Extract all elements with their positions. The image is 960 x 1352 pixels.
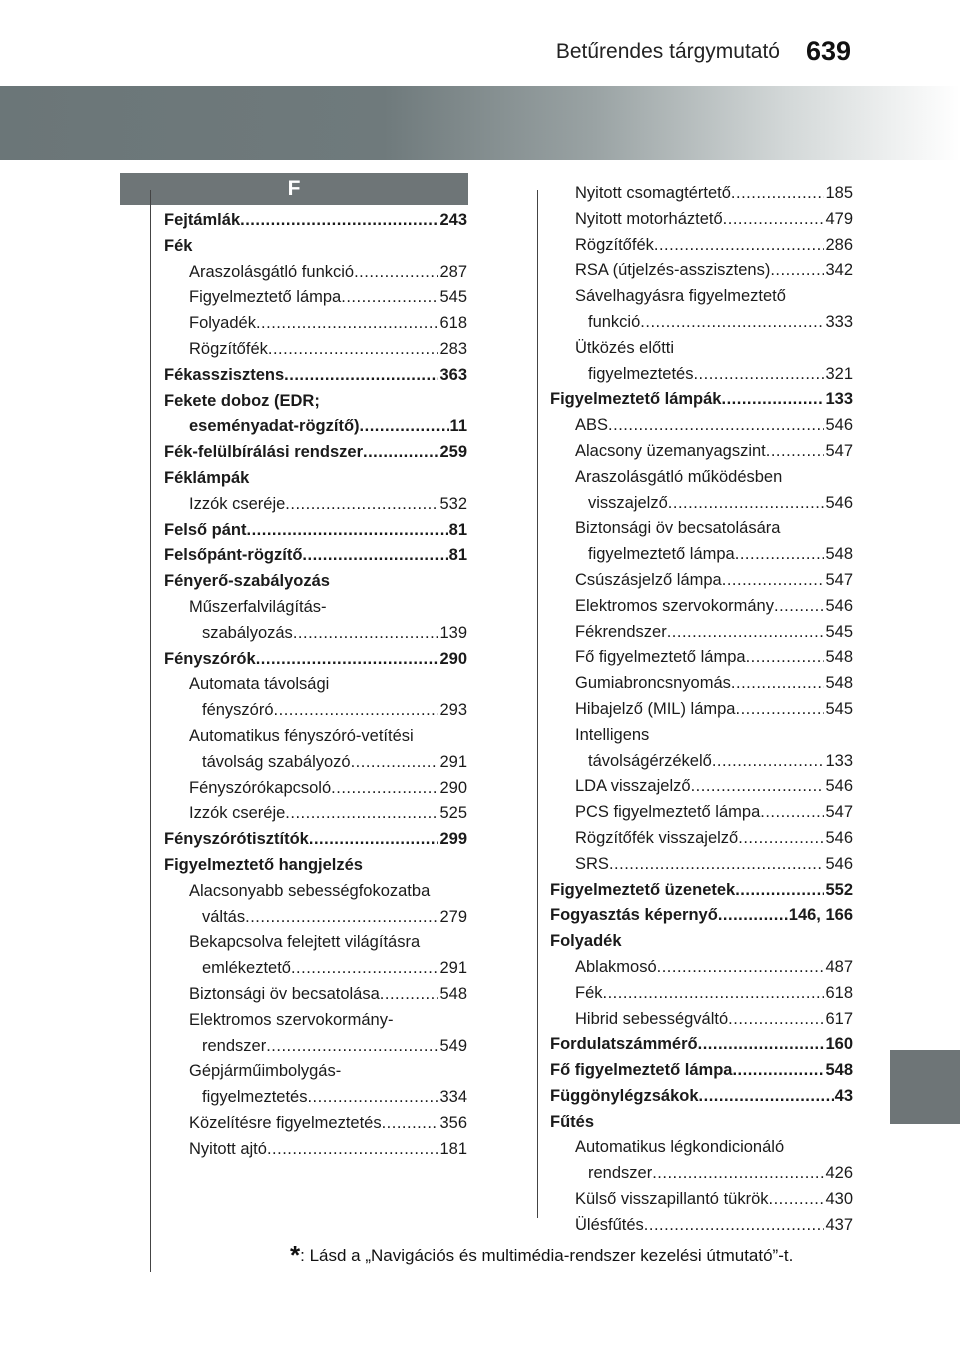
index-entry-text: Hibrid sebességváltó (575, 1009, 729, 1028)
index-entry-sub (164, 621, 467, 647)
index-entry-main (164, 208, 467, 234)
index-entry-text: Folyadék (550, 932, 622, 951)
index-entry-main (164, 389, 467, 415)
index-entry-page: 545 (439, 288, 467, 307)
dot-leader (654, 233, 825, 259)
index-entry-main (164, 440, 467, 466)
index-entry-main (164, 569, 467, 595)
index-entry-sub (550, 362, 853, 388)
index-entry-page: 287 (439, 262, 467, 281)
index-entry-text: Nyitott ajtó (189, 1139, 267, 1158)
index-entry-page: 334 (439, 1088, 467, 1107)
index-entry-page: 290 (439, 649, 467, 668)
index-entry-sub (550, 310, 853, 336)
index-entry-main (164, 647, 467, 673)
index-entry-sub (164, 982, 467, 1008)
index-entry-page: 547 (825, 441, 853, 460)
index-entry-sub (164, 311, 467, 337)
index-entry-text: Fényszórók (164, 649, 256, 668)
index-entry-text: szabályozás (202, 623, 293, 642)
index-entry-sub (164, 750, 467, 776)
index-entry-text: Fék (575, 983, 603, 1002)
index-entry-page: 321 (825, 364, 853, 383)
index-entry-main (164, 466, 467, 492)
dot-leader (738, 826, 824, 852)
index-entry-page: 181 (439, 1139, 467, 1158)
index-entry-main (550, 387, 853, 413)
index-entry-sub (550, 800, 853, 826)
index-entry-main (164, 234, 467, 260)
index-entry-page: 525 (439, 804, 467, 823)
index-entry-page: 290 (439, 778, 467, 797)
index-entry-text: Fordulatszámmérő (550, 1035, 698, 1054)
index-entry-page: 546 (825, 416, 853, 435)
index-entry-text: Biztonsági öv becsatolására (575, 519, 781, 538)
footnote (290, 1240, 860, 1271)
index-entry-main (550, 1032, 853, 1058)
dot-leader (608, 413, 824, 439)
index-entry-sub (550, 491, 853, 517)
index-entry-text: Ülésfűtés (575, 1215, 644, 1234)
index-entry-text: emlékeztető (202, 959, 291, 978)
dot-leader (644, 1213, 825, 1239)
index-entry-text: Fekete doboz (EDR; (164, 391, 320, 410)
dot-leader (267, 1137, 439, 1163)
index-entry-sub (550, 774, 853, 800)
index-entry-text: Fék-felülbírálási rendszer (164, 443, 363, 462)
index-entry-page: 160 (825, 1035, 853, 1054)
dot-leader (382, 1111, 439, 1137)
dot-leader (699, 1084, 834, 1110)
page-number: 639 (806, 36, 852, 66)
index-entry-sub (164, 492, 467, 518)
index-entry-main (164, 853, 467, 879)
index-entry-text: Rögzítőfék (575, 235, 654, 254)
dot-leader (302, 543, 447, 569)
index-entry-sub (550, 955, 853, 981)
index-entry-page: 291 (439, 959, 467, 978)
index-entry-page: 618 (825, 983, 853, 1002)
index-entry-page: 333 (825, 312, 853, 331)
index-entry-page: 133 (825, 390, 853, 409)
index-entry-text: váltás (202, 907, 246, 926)
index-entry-text: Külső visszapillantó tükrök (575, 1190, 769, 1209)
index-entry-main (164, 827, 467, 853)
index-entry-sub (550, 181, 853, 207)
index-entry-sub (164, 1008, 467, 1034)
index-entry-sub (550, 645, 853, 671)
footnote-text: : Lásd a „Navigációs és multimédia-rendszer kezelési útmutató”-t. (300, 1246, 794, 1265)
index-entry-sub (550, 723, 853, 749)
index-entry-text: eseményadat-rögzítő) (189, 417, 360, 436)
dot-leader (247, 518, 448, 544)
index-entry-text: Fék (164, 236, 193, 255)
index-entry-main (550, 878, 853, 904)
index-entry-sub (164, 672, 467, 698)
dot-leader (307, 1085, 438, 1111)
index-entry-page: 81 (448, 520, 467, 539)
dot-leader (735, 697, 824, 723)
index-entry-text: Gépjárműimbolygás- (189, 1062, 342, 1081)
index-column-left (164, 208, 467, 1162)
index-entry-page: 283 (439, 339, 467, 358)
index-entry-sub (164, 1111, 467, 1137)
index-entry-page: 279 (439, 907, 467, 926)
index-entry-sub (550, 568, 853, 594)
index-entry-text: Fő figyelmeztető lámpa (550, 1061, 733, 1080)
dot-leader (274, 698, 439, 724)
index-entry-page: 139 (439, 623, 467, 642)
dot-leader (766, 439, 825, 465)
index-entry-page: 286 (825, 235, 853, 254)
index-entry-page: 548 (439, 984, 467, 1003)
index-entry-page: 81 (448, 546, 467, 565)
index-entry-sub (550, 620, 853, 646)
index-entry-text: Műszerfalvilágítás- (189, 597, 327, 616)
index-entry-text: LDA visszajelző (575, 777, 691, 796)
index-entry-text: Automatikus fényszóró-vetítési (189, 726, 414, 745)
index-entry-main (164, 518, 467, 544)
index-entry-page: 547 (825, 570, 853, 589)
dot-leader (712, 749, 825, 775)
dot-leader (245, 905, 438, 931)
index-entry-sub (550, 1135, 853, 1161)
dot-leader (693, 362, 824, 388)
dot-leader (256, 311, 439, 337)
left-divider-line (150, 190, 151, 1272)
index-entry-sub (164, 595, 467, 621)
dot-leader (731, 181, 825, 207)
index-entry-text: Figyelmeztető lámpák (550, 390, 722, 409)
dot-leader (363, 440, 438, 466)
dot-leader (732, 1058, 824, 1084)
index-entry-text: Biztonsági öv becsatolása (189, 984, 380, 1003)
index-entry-page: 487 (825, 957, 853, 976)
index-entry-sub (164, 905, 467, 931)
index-entry-text: Folyadék (189, 314, 256, 333)
dot-leader (774, 594, 824, 620)
dot-leader (735, 878, 824, 904)
index-entry-sub (164, 337, 467, 363)
index-entry-page: 133 (825, 751, 853, 770)
index-entry-text: Fékasszisztens (164, 365, 285, 384)
index-entry-page: 617 (825, 1009, 853, 1028)
dot-leader (770, 258, 824, 284)
dot-leader (718, 903, 788, 929)
index-entry-page: 546 (825, 596, 853, 615)
index-entry-page: 437 (825, 1215, 853, 1234)
index-entry-main (550, 1058, 853, 1084)
index-entry-main (550, 1084, 853, 1110)
index-entry-main (550, 1110, 853, 1136)
index-entry-text: Hibajelző (MIL) lámpa (575, 699, 736, 718)
index-entry-page: 547 (825, 803, 853, 822)
index-entry-sub (550, 413, 853, 439)
index-entry-page: 363 (439, 365, 467, 384)
index-entry-main (550, 903, 853, 929)
dot-leader (640, 310, 824, 336)
index-entry-page: 545 (825, 622, 853, 641)
index-entry-sub (550, 594, 853, 620)
index-entry-sub (164, 285, 467, 311)
index-entry-page: 546 (825, 493, 853, 512)
index-entry-text: Csúszásjelző lámpa (575, 570, 722, 589)
index-entry-page: 546 (825, 854, 853, 873)
index-entry-text: Automata távolsági (189, 675, 330, 694)
index-entry-page: 356 (439, 1113, 467, 1132)
index-entry-text: Sávelhagyásra figyelmeztető (575, 287, 786, 306)
index-entry-text: rendszer (202, 1036, 267, 1055)
index-entry-text: PCS figyelmeztető lámpa (575, 803, 761, 822)
index-entry-sub (550, 1213, 853, 1239)
index-entry-sub (164, 724, 467, 750)
dot-leader (291, 956, 439, 982)
index-entry-page: 43 (834, 1086, 853, 1105)
index-entry-page: 545 (825, 699, 853, 718)
index-entry-text: figyelmeztető lámpa (588, 545, 735, 564)
index-entry-sub (550, 697, 853, 723)
index-entry-text: funkció (588, 312, 641, 331)
index-entry-main (164, 363, 467, 389)
index-entry-page: 299 (439, 830, 467, 849)
index-entry-text: távolság szabályozó (202, 752, 351, 771)
index-entry-sub (550, 465, 853, 491)
index-entry-text: Fő figyelmeztető lámpa (575, 648, 746, 667)
index-entry-sub (550, 1007, 853, 1033)
dot-leader (691, 774, 825, 800)
index-entry-text: ABS (575, 416, 609, 435)
index-entry-page: 11 (449, 417, 467, 436)
index-entry-page: 479 (825, 209, 853, 228)
index-entry-page: 546 (825, 828, 853, 847)
dot-leader (380, 982, 439, 1008)
dot-leader (746, 645, 825, 671)
index-entry-sub (550, 233, 853, 259)
index-entry-text: Fűtés (550, 1112, 595, 1131)
index-entry-text: Intelligens (575, 725, 650, 744)
index-entry-text: figyelmeztetés (202, 1088, 308, 1107)
index-entry-text: SRS (575, 854, 609, 873)
index-entry-sub (550, 981, 853, 1007)
index-entry-main (164, 414, 467, 440)
index-entry-sub (164, 1034, 467, 1060)
center-divider-line (537, 190, 538, 1218)
dot-leader (341, 285, 438, 311)
index-entry-text: Nyitott csomagtértető (575, 184, 731, 202)
dot-leader (723, 207, 825, 233)
index-entry-sub (550, 258, 853, 284)
dot-leader (735, 542, 825, 568)
index-entry-text: RSA (útjelzés-asszisztens) (575, 261, 771, 280)
dot-leader (284, 363, 438, 389)
dot-leader (285, 492, 438, 518)
index-column-right (550, 181, 853, 1239)
index-entry-text: Fényszórókapcsoló (189, 778, 332, 797)
dot-leader (769, 1187, 825, 1213)
index-entry-page: 293 (439, 701, 467, 720)
index-entry-text: Felsőpánt-rögzítő (164, 546, 303, 565)
index-entry-page: 618 (439, 314, 467, 333)
dot-leader (266, 1034, 438, 1060)
page-header-title: Betűrendes tárgymutató (555, 40, 780, 63)
dot-leader (240, 208, 438, 234)
dot-leader (657, 955, 825, 981)
index-entry-text: figyelmeztetés (588, 364, 694, 383)
section-letter-band: F (120, 173, 468, 205)
index-entry-text: Elektromos szervokormány- (189, 1010, 394, 1029)
index-entry-sub (550, 671, 853, 697)
index-entry-page: 185 (825, 184, 853, 202)
index-entry-sub (550, 542, 853, 568)
index-entry-text: távolságérzékelő (588, 751, 712, 770)
index-entry-sub (164, 879, 467, 905)
index-entry-text: Nyitott motorháztető (575, 209, 723, 228)
index-entry-page: 548 (825, 1061, 853, 1080)
index-entry-sub (550, 749, 853, 775)
index-entry-sub (550, 336, 853, 362)
index-entry-sub (550, 207, 853, 233)
index-entry-text: Rögzítőfék (189, 339, 268, 358)
index-entry-text: Figyelmeztető lámpa (189, 288, 342, 307)
index-entry-page: 548 (825, 648, 853, 667)
index-entry-sub (550, 1187, 853, 1213)
index-entry-text: Alacsony üzemanyagszint (575, 441, 766, 460)
index-entry-text: rendszer (588, 1164, 653, 1183)
index-entry-sub (550, 284, 853, 310)
index-entry-text: visszajelző (588, 493, 668, 512)
section-thumb-tab (890, 1050, 960, 1124)
index-entry-sub (164, 801, 467, 827)
index-entry-sub (164, 1085, 467, 1111)
dot-leader (609, 852, 825, 878)
dot-leader (293, 621, 439, 647)
index-entry-page: 552 (825, 880, 853, 899)
index-entry-text: Izzók cseréje (189, 494, 286, 513)
index-entry-text: Fényerő-szabályozás (164, 572, 330, 591)
index-entry-sub (164, 698, 467, 724)
index-entry-text: Felső pánt (164, 520, 247, 539)
dot-leader (728, 1007, 824, 1033)
index-entry-page: 548 (825, 674, 853, 693)
dot-leader (698, 1032, 825, 1058)
index-entry-text: Féklámpák (164, 468, 250, 487)
index-entry-text: Elektromos szervokormány (575, 596, 774, 615)
dot-leader (721, 387, 824, 413)
dot-leader (360, 414, 449, 440)
dot-leader (722, 568, 825, 594)
index-entry-sub (550, 439, 853, 465)
dot-leader (603, 981, 825, 1007)
index-entry-sub (550, 1161, 853, 1187)
index-entry-page: 243 (439, 211, 467, 229)
index-entry-text: Gumiabroncsnyomás (575, 674, 731, 693)
index-entry-text: Figyelmeztető üzenetek (550, 880, 736, 899)
index-entry-sub (164, 260, 467, 286)
index-entry-text: fényszóró (202, 701, 274, 720)
footnote-marker: * (290, 1240, 301, 1270)
index-entry-text: Araszolásgátló működésben (575, 467, 783, 486)
index-entry-sub (550, 516, 853, 542)
index-entry-page: 291 (439, 752, 467, 771)
index-entry-page: 146, 166 (788, 906, 853, 925)
index-entry-sub (164, 930, 467, 956)
index-entry-main (550, 929, 853, 955)
dot-leader (652, 1161, 824, 1187)
dot-leader (256, 647, 439, 673)
index-entry-text: Fékrendszer (575, 622, 667, 641)
index-entry-sub (550, 826, 853, 852)
index-entry-text: Ütközés előtti (575, 338, 675, 357)
index-entry-text: Fejtámlák (164, 211, 241, 229)
index-entry-sub (164, 776, 467, 802)
index-entry-page: 549 (439, 1036, 467, 1055)
index-entry-page: 259 (439, 443, 467, 462)
index-entry-page: 430 (825, 1190, 853, 1209)
index-entry-page: 546 (825, 777, 853, 796)
index-entry-text: Araszolásgátló funkció (189, 262, 355, 281)
index-entry-text: Függönylégzsákok (550, 1086, 699, 1105)
index-entry-page: 426 (825, 1164, 853, 1183)
index-entry-text: Fogyasztás képernyő (550, 906, 718, 925)
index-entry-text: Fényszórótisztítók (164, 830, 309, 849)
index-entry-text: Automatikus légkondicionáló (575, 1138, 785, 1157)
dot-leader (331, 776, 438, 802)
dot-leader (731, 671, 825, 697)
index-entry-sub (164, 1059, 467, 1085)
index-entry-main (164, 543, 467, 569)
index-entry-sub (164, 1137, 467, 1163)
dot-leader (668, 491, 825, 517)
index-entry-text: Rögzítőfék visszajelző (575, 828, 739, 847)
index-entry-text: Ablakmosó (575, 957, 657, 976)
index-entry-page: 532 (439, 494, 467, 513)
index-entry-text: Izzók cseréje (189, 804, 286, 823)
dot-leader (268, 337, 439, 363)
index-entry-sub (550, 852, 853, 878)
index-entry-page: 342 (825, 261, 853, 280)
dot-leader (667, 620, 825, 646)
dot-leader (760, 800, 824, 826)
header-banner (0, 86, 960, 160)
dot-leader (351, 750, 439, 776)
index-entry-sub (164, 956, 467, 982)
index-entry-page: 548 (825, 545, 853, 564)
index-entry-text: Figyelmeztető hangjelzés (164, 855, 363, 874)
index-entry-text: Alacsonyabb sebességfokozatba (189, 881, 431, 900)
dot-leader (354, 260, 438, 286)
index-entry-text: Bekapcsolva felejtett világításra (189, 933, 421, 952)
index-entry-text: Közelítésre figyelmeztetés (189, 1113, 382, 1132)
dot-leader (285, 801, 438, 827)
dot-leader (309, 827, 439, 853)
